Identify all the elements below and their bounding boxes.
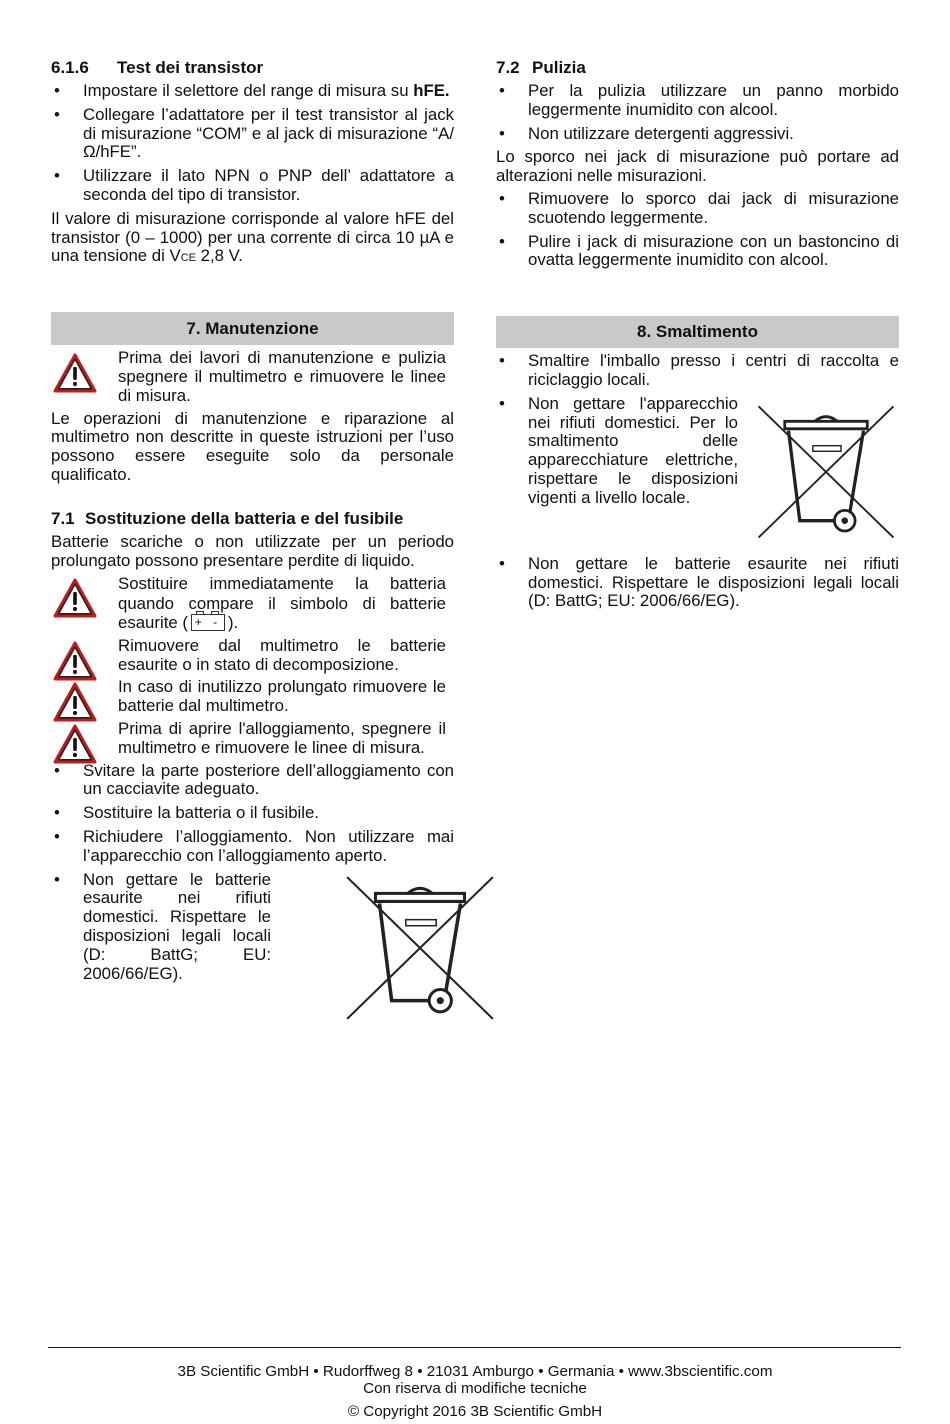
battery-disposal-block — [51, 871, 454, 1021]
list-item: • Per la pulizia utilizzare un panno morbido leggermente inumidito con alcool. — [496, 82, 899, 120]
section-heading — [496, 58, 899, 78]
list-item: • Utilizzare il lato NPN o PNP dell’ adattatore a seconda del tipo di transistor. — [51, 167, 454, 205]
section-heading — [51, 58, 454, 78]
footer-divider — [48, 1347, 901, 1348]
bullet-list — [496, 352, 899, 390]
list-item: • Non gettare le batterie esaurite nei rifiuti domestici. Rispettare le disposizioni legali locali (D: BattG; EU: 2006/66/EG). — [496, 555, 899, 611]
warning-note — [51, 678, 454, 716]
battery-symbol-text: + - — [194, 615, 222, 630]
list-item: • Non gettare l'apparecchio nei rifiuti domestici. Per lo smaltimento delle apparecchiature elettriche, rispettare le disposizioni vigenti a livello locale. — [496, 395, 738, 508]
section-7-1 — [51, 509, 454, 1021]
warning-triangle-icon — [53, 641, 97, 681]
paragraph-text: Il valore di misurazione corrisponde al valore hFE del transistor (0 – 1000) per una corrente di circa 10 µA e una tensione di V — [51, 208, 454, 266]
paragraph — [51, 210, 454, 268]
section-title: Test dei transistor — [117, 58, 264, 77]
section-title: Sostituzione della batteria e del fusibile — [85, 508, 404, 528]
warning-triangle-icon — [53, 353, 97, 393]
section-title: Pulizia — [532, 58, 586, 77]
bullet-list — [51, 871, 271, 984]
list-item: • Non gettare le batterie esaurite nei rifiuti domestici. Rispettare le disposizioni legali locali (D: BattG; EU: 2006/66/EG). — [51, 871, 271, 984]
warning-note — [51, 637, 454, 675]
left-column — [51, 58, 454, 1021]
list-item: • Pulire i jack di misurazione con un bastoncino di ovatta leggermente inumidito con alcool. — [496, 233, 899, 271]
section-heading — [51, 509, 454, 529]
right-column — [496, 58, 899, 616]
list-item: • Richiudere l’alloggiamento. Non utilizzare mai l’apparecchio con l’alloggiamento aperto. — [51, 828, 454, 866]
crossed-out-wheelie-bin-icon — [751, 395, 901, 547]
section-number: 6.1.6 — [51, 58, 89, 77]
warning-text: Prima dei lavori di manutenzione e pulizia spegnere il multimetro e rimuovere le linee di misura. — [118, 348, 446, 405]
crossed-out-wheelie-bin-icon — [339, 871, 501, 1023]
list-item-text: Impostare il selettore del range di misura su — [83, 81, 414, 100]
list-item: • Svitare la parte posteriore dell’alloggiamento con un cacciavite adeguato. — [51, 762, 454, 800]
section-6-1-6 — [51, 58, 454, 268]
footer-address: 3B Scientific GmbH • Rudorffweg 8 • 21031 Amburgo • Germania • www.3bscientific.com — [177, 1363, 773, 1380]
paragraph: Lo sporco nei jack di misurazione può portare ad alterazioni nelle misurazioni. — [496, 147, 899, 186]
section-number: 7.2 — [496, 58, 520, 77]
section-banner: 8. Smaltimento — [496, 316, 899, 348]
paragraph: Le operazioni di manutenzione e riparazione al multimetro non descritte in queste istruzioni per l’uso possono essere eseguite solo da personale qualificato. — [51, 408, 454, 484]
bullet-list — [51, 762, 454, 866]
warning-note — [51, 574, 454, 633]
warning-text: Prima di aprire l'alloggiamento, spegnere il multimetro e rimuovere le linee di misura. — [118, 719, 446, 757]
warning-triangle-icon — [53, 578, 97, 618]
bullet-list — [51, 82, 454, 205]
warning-triangle-icon — [53, 724, 97, 764]
section-7-2 — [496, 58, 899, 270]
warning-triangle-icon — [53, 682, 97, 722]
warning-note — [51, 349, 454, 405]
warning-text: In caso di inutilizzo prolungato rimuovere le batterie dal multimetro. — [118, 677, 446, 716]
battery-low-icon — [191, 614, 225, 631]
section-number: 7.1 — [51, 508, 75, 528]
list-item-emphasis: hFE. — [413, 81, 450, 100]
bullet-list — [496, 190, 899, 270]
footer-copyright: © Copyright 2016 3B Scientific GmbH — [347, 1403, 603, 1420]
warning-note — [51, 720, 454, 758]
subscript: CE — [180, 252, 196, 265]
section-8 — [496, 316, 899, 611]
list-item: • Smaltire l'imballo presso i centri di raccolta e riciclaggio locali. — [496, 352, 899, 390]
warning-text: ). — [227, 613, 239, 633]
section-7 — [51, 312, 454, 485]
bullet-list — [496, 395, 738, 508]
footer-notice: Con riserva di modifiche tecniche — [363, 1380, 587, 1397]
warning-text: Rimuovere dal multimetro le batterie esaurite o in stato di decomposizione. — [118, 635, 446, 674]
list-item: • Collegare l’adattatore per il test transistor al jack di misurazione “COM” e al jack di misurazione “A/Ω/hFE”. — [51, 106, 454, 162]
list-item: • Sostituire la batteria o il fusibile. — [51, 804, 454, 823]
bullet-list — [496, 82, 899, 143]
warning-text: Sostituire immediatamente la batteria quando compare il simbolo di batterie esaurite ( — [118, 574, 446, 633]
list-item: • Non utilizzare detergenti aggressivi. — [496, 125, 899, 144]
bullet-list — [496, 555, 899, 611]
list-item: • Rimuovere lo sporco dai jack di misurazione scuotendo leggermente. — [496, 190, 899, 228]
device-disposal-block — [496, 395, 899, 547]
list-item — [51, 82, 454, 101]
paragraph-text: 2,8 V. — [195, 246, 243, 266]
section-banner: 7. Manutenzione — [51, 312, 454, 345]
paragraph: Batterie scariche o non utilizzate per un periodo prolungato possono presentare perdite di liquido. — [51, 531, 454, 570]
